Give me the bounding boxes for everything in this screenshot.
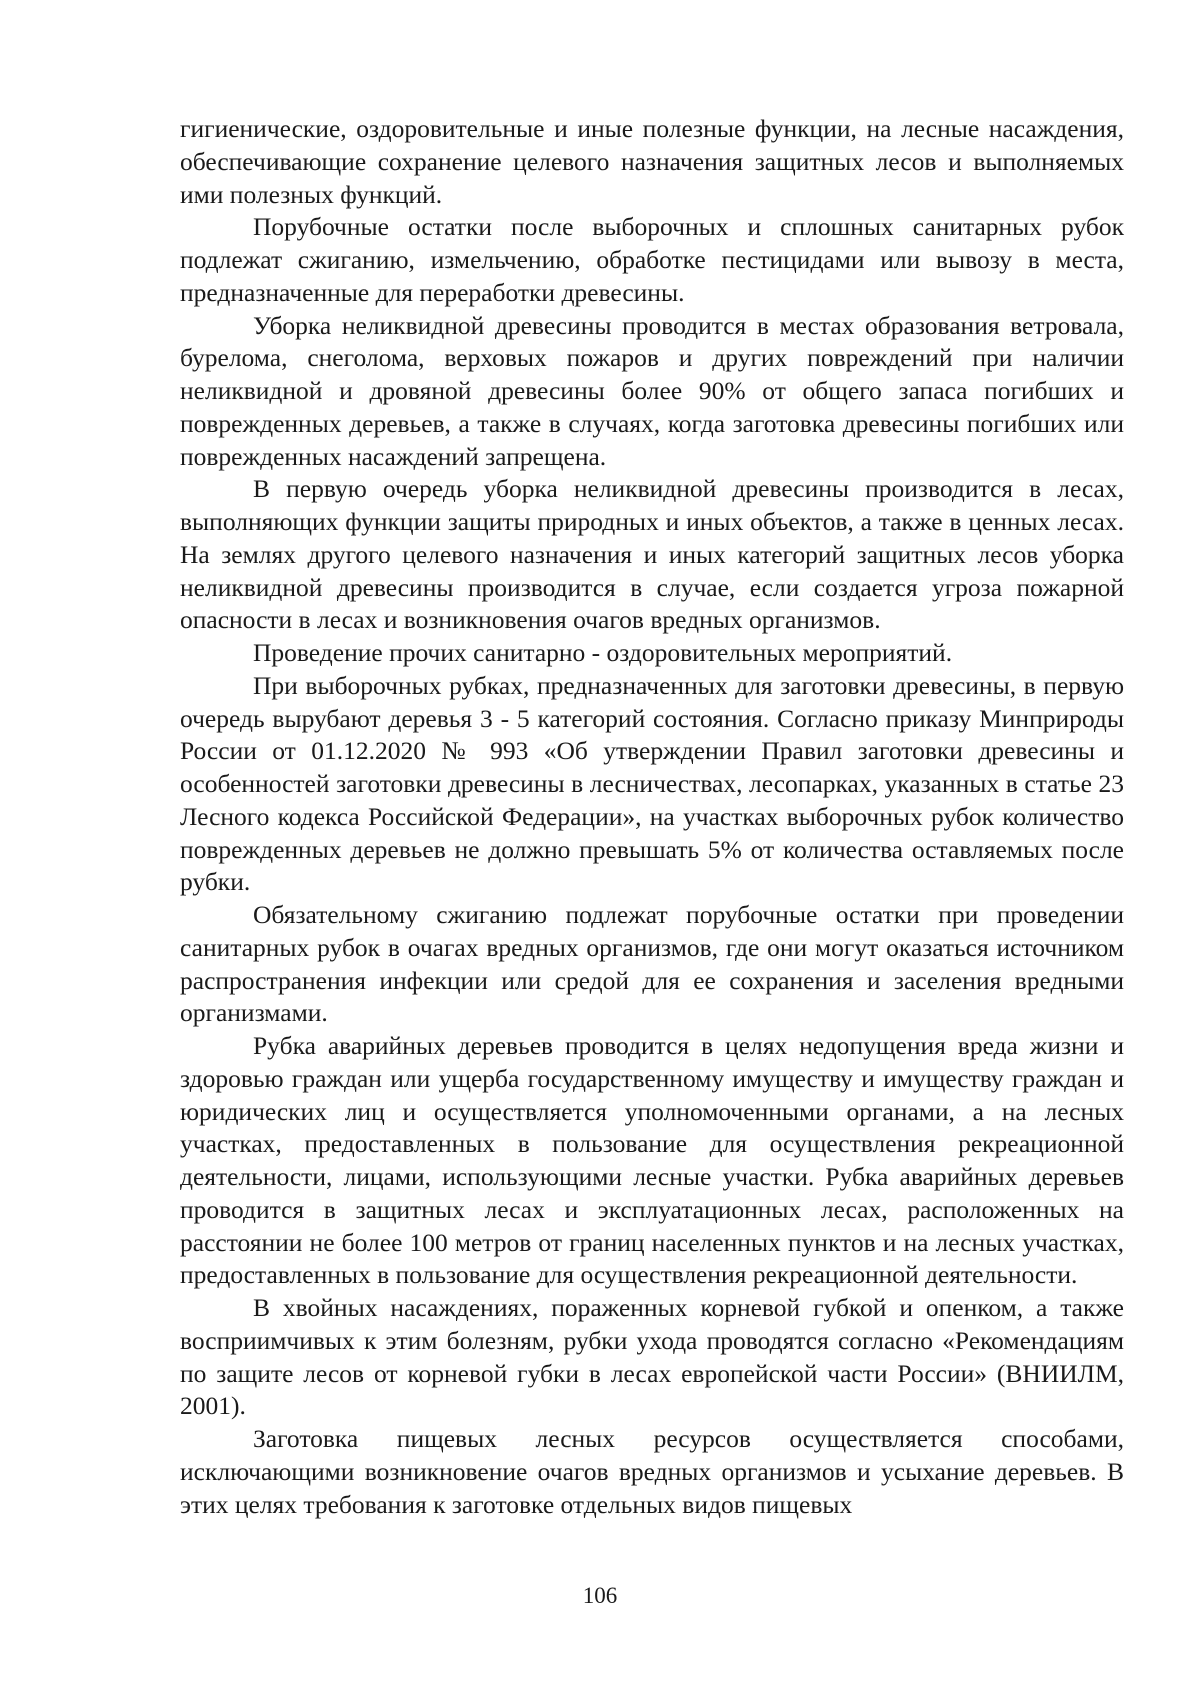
- paragraph-priority-removal: В первую очередь уборка неликвидной древесины производится в лесах, выполняющих функции защиты природных и иных объектов, а также в ценных лесах. На землях другого целевого назначения и иных категорий защитных лесов уборка неликвидной древесины производится в случае, если создается угроза пожарной опасности в лесах и возникновения очагов вредных организмов.: [180, 474, 1124, 635]
- paragraph-mandatory-burning: Обязательному сжиганию подлежат порубочные остатки при проведении санитарных рубок в очагах вредных организмов, где они могут оказаться источником распространения инфекции или средой для ее сохранения и заселения вредными организмами.: [180, 900, 1124, 1028]
- paragraph-hazard-trees: Рубка аварийных деревьев проводится в целях недопущения вреда жизни и здоровью граждан или ущерба государственному имуществу и имуществу граждан и юридических лиц и осуществляется уполномоченными органами, а на лесных участках, предоставленных в пользование для осуществления рекреационной деятельности, лицами, использующими лесные участки. Рубка аварийных деревьев проводится в защитных лесах и эксплуатационных лесах, расположенных на расстоянии не более 100 метров от границ населенных пунктов и на лесных участках, предоставленных в пользование для осуществления рекреационной деятельности.: [180, 1031, 1124, 1290]
- paragraph-deadwood-removal: Уборка неликвидной древесины проводится в местах образования ветровала, бурелома, снеголома, верховых пожаров и других повреждений при наличии неликвидной и дровяной древесины более 90% от общего запаса погибших и поврежденных деревьев, а также в случаях, когда заготовка древесины погибших или поврежденных насаждений запрещена.: [180, 310, 1124, 471]
- paragraph-continuation: гигиенические, оздоровительные и иные полезные функции, на лесные насаждения, обеспечивающие сохранение целевого назначения защитных лесов и выполняемых ими полезных функций.: [180, 114, 1124, 209]
- document-body: [180, 113, 1124, 1521]
- paragraph-selective-felling: При выборочных рубках, предназначенных для заготовки древесины, в первую очередь вырубают деревья 3 - 5 категорий состояния. Согласно приказу Минприроды России от 01.12.2020 № 993 «Об утверждении Правил заготовки древесины и особенностей заготовки древесины в лесничествах, лесопарках, указанных в статье 23 Лесного кодекса Российской Федерации», на участках выборочных рубок количество поврежденных деревьев не должно превышать 5% от количества оставляемых после рубки.: [180, 670, 1124, 897]
- paragraph-food-resources: Заготовка пищевых лесных ресурсов осуществляется способами, исключающими возникновение очагов вредных организмов и усыхание деревьев. В этих целях требования к заготовке отдельных видов пищевых: [180, 1424, 1124, 1519]
- paragraph-conifer-stands: В хвойных насаждениях, пораженных корневой губкой и опенком, а также восприимчивых к этим болезням, рубки ухода проводятся согласно «Рекомендациям по защите лесов от корневой губки в лесах европейской части России» (ВНИИЛМ, 2001).: [180, 1293, 1124, 1421]
- paragraph-other-measures-heading: Проведение прочих санитарно - оздоровительных мероприятий.: [253, 638, 953, 667]
- page-number: 106: [582, 1583, 618, 1608]
- paragraph-logging-residues: Порубочные остатки после выборочных и сплошных санитарных рубок подлежат сжиганию, измельчению, обработке пестицидами или вывозу в места, предназначенные для переработки древесины.: [180, 212, 1124, 307]
